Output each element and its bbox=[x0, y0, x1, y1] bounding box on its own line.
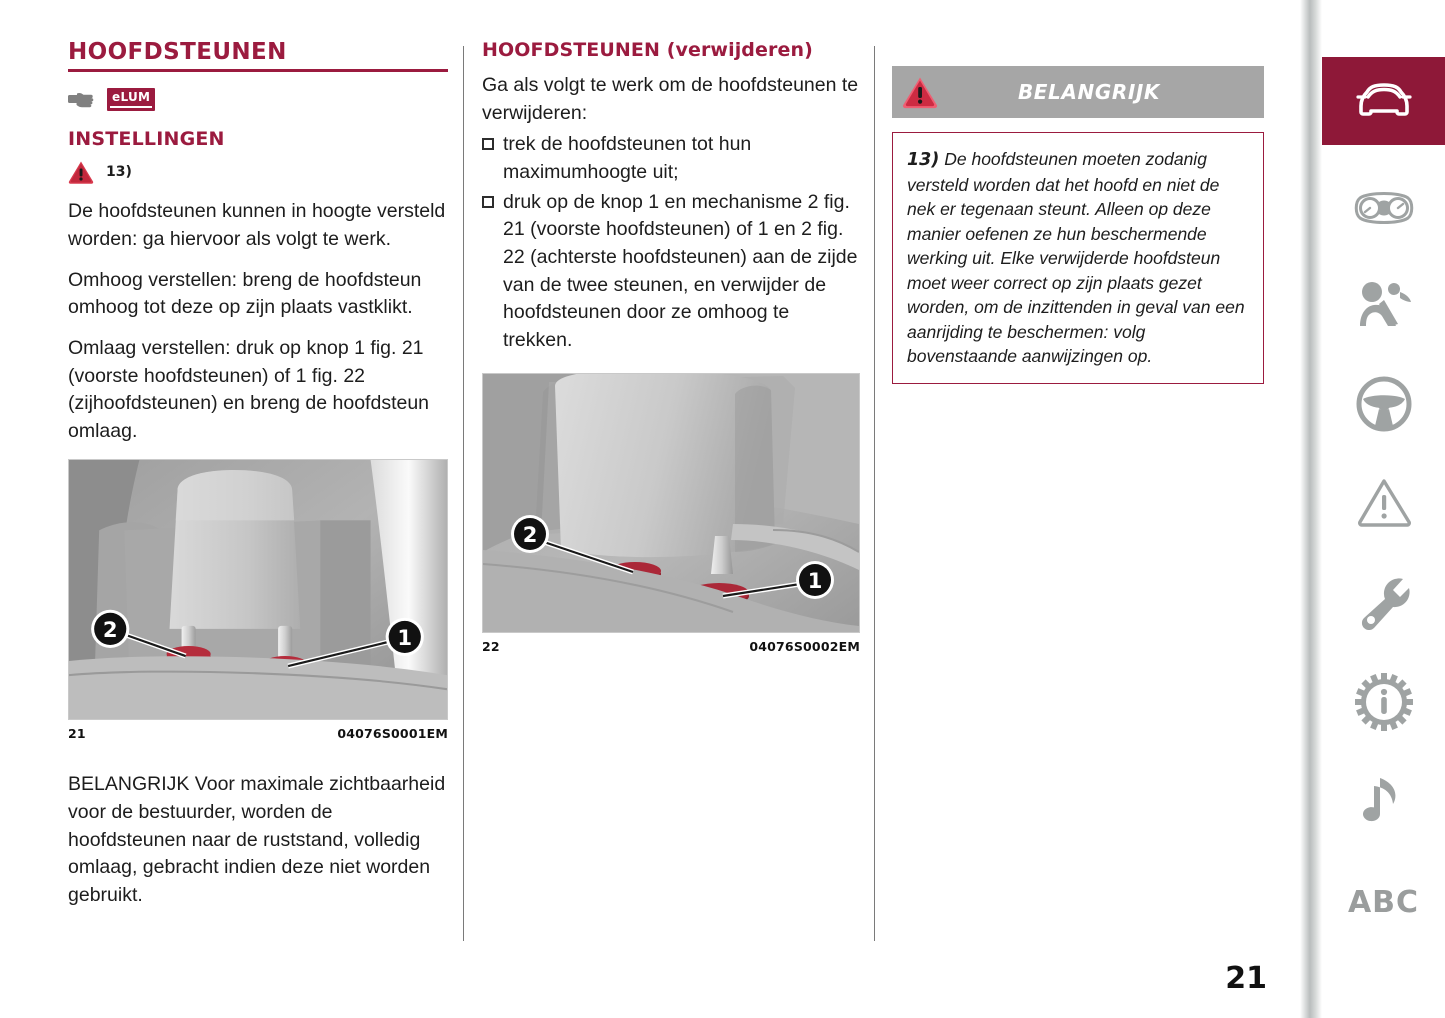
paragraph-3: Omlaag verstellen: druk op knop 1 fig. 21 (voorste hoofdsteunen) of 1 fig. 22 (zijhoofdsteunen) en breng de hoofdsteun omlaag. bbox=[68, 337, 430, 443]
sidebar-item-car[interactable] bbox=[1322, 57, 1445, 145]
svg-text:1: 1 bbox=[397, 624, 413, 650]
pointing-hand-icon bbox=[68, 89, 98, 109]
figure-22-code: 04076S0002EM bbox=[749, 638, 860, 654]
sidebar-item-audio[interactable] bbox=[1322, 762, 1445, 842]
sidebar-item-index[interactable] bbox=[1322, 862, 1445, 942]
figure-22-number: 22 bbox=[482, 638, 500, 654]
sidebar-item-steering[interactable] bbox=[1322, 364, 1445, 444]
removal-intro: Ga als volgt te werk om de hoofdsteunen te verwijderen: bbox=[482, 73, 859, 124]
warning-reference-number: 13) bbox=[106, 164, 132, 181]
column-two bbox=[482, 40, 860, 654]
paragraph-2: Omhoog verstellen: breng de hoofdsteun omhoog tot deze op zijn plaats vastklikt. bbox=[68, 268, 422, 319]
important-note-paragraph bbox=[907, 147, 1249, 369]
list-item bbox=[482, 131, 860, 186]
figure-22-image bbox=[482, 373, 860, 633]
paragraph-1: De hoofdsteunen kunnen in hoogte versteld worden: ga hiervoor als volgt te werk. bbox=[68, 200, 446, 250]
title-underline bbox=[68, 69, 448, 72]
dashboard-gauges-icon bbox=[1352, 188, 1416, 228]
car-front-icon bbox=[1353, 80, 1415, 122]
chapter-sidebar bbox=[1300, 0, 1445, 1018]
page-title: HOOFDSTEUNEN bbox=[68, 39, 287, 65]
figure-21-number: 21 bbox=[68, 726, 86, 742]
elum-book-icon: eLUM bbox=[107, 88, 155, 111]
figure-21 bbox=[68, 459, 448, 741]
column-one bbox=[68, 40, 448, 923]
figure-21-code: 04076S0001EM bbox=[337, 726, 448, 742]
figure-21-caption bbox=[68, 726, 448, 741]
music-note-icon bbox=[1362, 774, 1406, 830]
wrench-icon bbox=[1356, 574, 1412, 630]
list-item-text: trek de hoofdsteunen tot hun maximumhoogte uit; bbox=[503, 133, 752, 183]
warning-triangle-icon bbox=[68, 160, 94, 184]
figure-22-caption bbox=[482, 639, 860, 654]
warning-triangle-icon bbox=[902, 76, 938, 109]
important-note-column-one: BELANGRIJK Voor maximale zichtbaarheid voor de bestuurder, worden de hoofdsteunen naar de ruststand, volledig omlaag, gebracht indien deze niet worden gebruikt. bbox=[68, 773, 446, 906]
square-bullet-icon bbox=[482, 196, 494, 208]
important-title: BELANGRIJK bbox=[1017, 80, 1161, 104]
important-note-ref: 13) bbox=[907, 150, 940, 170]
figure-22 bbox=[482, 373, 860, 654]
svg-text:2: 2 bbox=[102, 616, 118, 642]
column-divider-1 bbox=[463, 46, 464, 941]
important-note-box bbox=[892, 132, 1264, 384]
gear-info-icon bbox=[1355, 673, 1413, 731]
svg-text:1: 1 bbox=[807, 568, 823, 593]
square-bullet-icon bbox=[482, 138, 494, 150]
airbag-occupant-icon bbox=[1354, 280, 1414, 328]
sidebar-item-dashboard[interactable] bbox=[1322, 168, 1445, 248]
warning-reference-row bbox=[68, 160, 448, 184]
figure-21-image bbox=[68, 459, 448, 720]
important-note-text: De hoofdsteunen moeten zodanig versteld worden dat het hoofd en niet de nek er tegenaan steunt. Alleen op deze manier oefenen ze hun beschermende werking uit. Elke verwijderde hoofdsteun moet weer correct op zijn plaats gezet worden, om de inzittenden in geval van een aanrijding te beschermen: volg bovenstaande aanwijzingen op. bbox=[907, 149, 1245, 366]
column-divider-2 bbox=[874, 46, 875, 941]
sidebar-item-info[interactable] bbox=[1322, 662, 1445, 742]
important-header-bar bbox=[892, 66, 1264, 118]
abc-index-icon: ABC bbox=[1347, 884, 1420, 920]
section-title-removal: HOOFDSTEUNEN (verwijderen) bbox=[482, 39, 813, 61]
section-subtitle: INSTELLINGEN bbox=[68, 128, 225, 151]
sidebar-item-warning[interactable] bbox=[1322, 462, 1445, 542]
warning-triangle-icon bbox=[1355, 476, 1413, 528]
sidebar-item-maintenance[interactable] bbox=[1322, 562, 1445, 642]
page-number: 21 bbox=[1225, 961, 1267, 996]
list-item bbox=[482, 189, 860, 355]
sidebar-item-airbag[interactable] bbox=[1322, 264, 1445, 344]
steering-wheel-icon bbox=[1355, 375, 1413, 433]
list-item-text: druk op de knop 1 en mechanisme 2 fig. 21 (voorste hoofdsteunen) of 1 en 2 fig. 22 (achterste hoofdsteunen) aan de zijde van de twee steunen, en verwijder de hoofdsteunen door ze omhoog te trekken. bbox=[503, 190, 858, 352]
elum-reference bbox=[68, 84, 448, 114]
column-three bbox=[892, 66, 1264, 384]
svg-text:2: 2 bbox=[522, 522, 538, 547]
